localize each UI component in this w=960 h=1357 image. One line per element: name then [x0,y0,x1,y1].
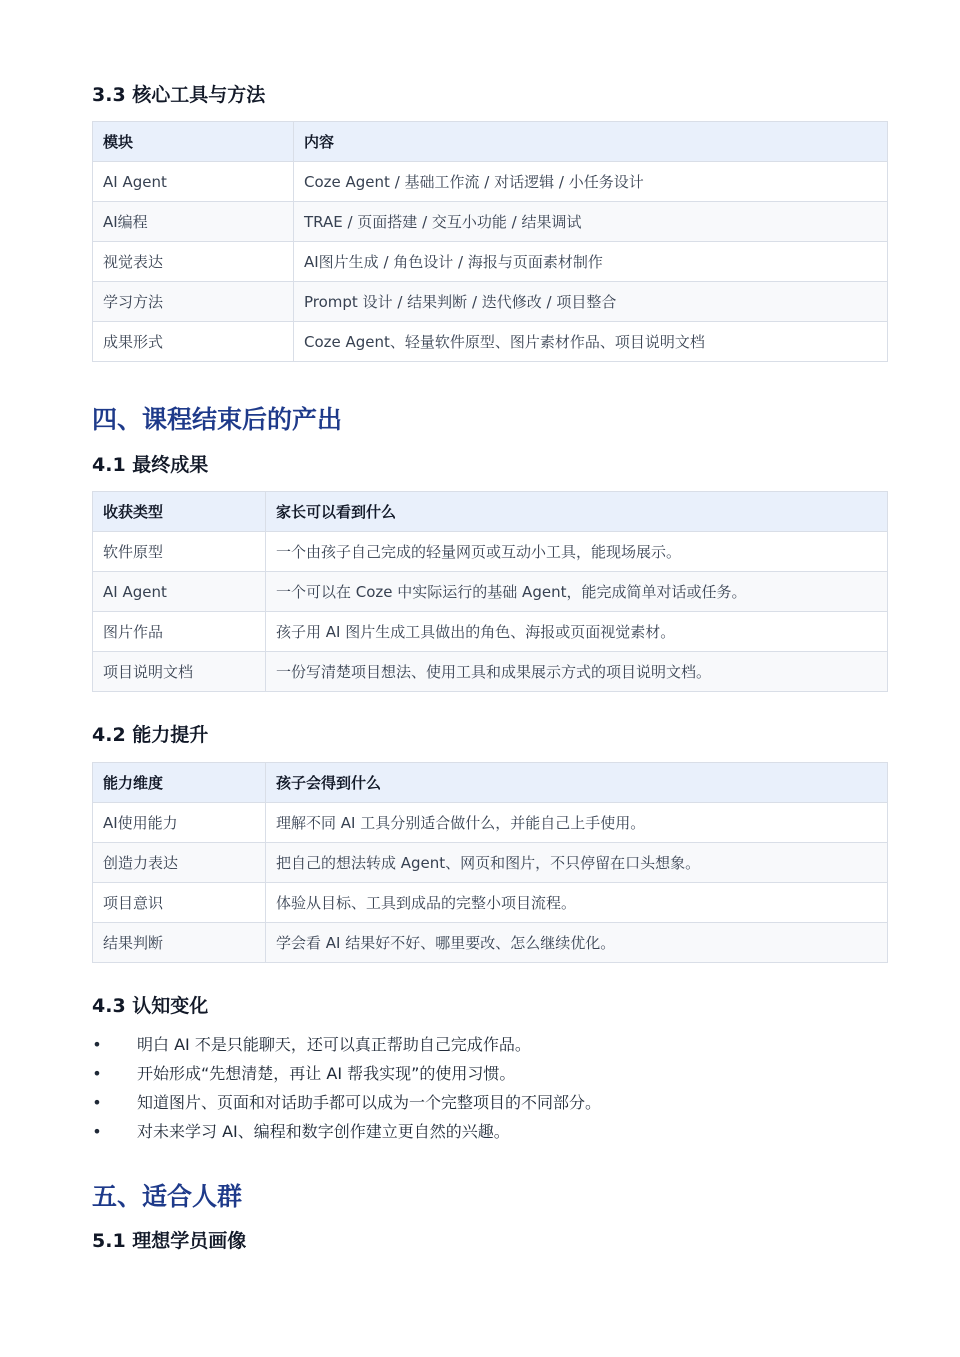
list-item-text: 对未来学习 AI、编程和数字创作建立更自然的兴趣。 [137,1122,510,1141]
table-cell-ability-dimension: 项目意识 [93,883,266,923]
table-row [93,162,888,202]
table-header-row [93,122,888,162]
table-cell-parent-view: 一份写清楚项目想法、使用工具和成果展示方式的项目说明文档。 [266,652,888,692]
table-header-row [93,492,888,532]
table-cell-module: 视觉表达 [93,242,294,282]
column-header-module: 模块 [93,122,294,162]
ability-improvement-table [92,762,888,963]
section-5-title: 五、适合人群 [92,1182,243,1211]
section-4-2-title: 4.2 能力提升 [92,724,209,746]
column-header-outcome-type: 收获类型 [93,492,266,532]
final-outcomes-table [92,491,888,692]
table-row [93,923,888,963]
table-cell-child-gain: 把自己的想法转成 Agent、网页和图片，不只停留在口头想象。 [266,843,888,883]
table-cell-content: Prompt 设计 / 结果判断 / 迭代修改 / 项目整合 [294,282,888,322]
table-cell-module: 学习方法 [93,282,294,322]
table-cell-parent-view: 一个可以在 Coze 中实际运行的基础 Agent，能完成简单对话或任务。 [266,572,888,612]
table-row [93,843,888,883]
table-cell-parent-view: 一个由孩子自己完成的轻量网页或互动小工具，能现场展示。 [266,532,888,572]
table-row [93,612,888,652]
bullet-icon: • [92,1035,102,1054]
list-item-text: 明白 AI 不是只能聊天，还可以真正帮助自己完成作品。 [137,1035,531,1054]
section-4-1-title: 4.1 最终成果 [92,454,209,476]
section-3-3-title: 3.3 核心工具与方法 [92,84,266,106]
table-cell-child-gain: 体验从目标、工具到成品的完整小项目流程。 [266,883,888,923]
bullet-icon: • [92,1093,102,1112]
table-row [93,202,888,242]
table-cell-parent-view: 孩子用 AI 图片生成工具做出的角色、海报或页面视觉素材。 [266,612,888,652]
cognitive-change-list [92,1030,601,1146]
table-cell-outcome-type: 软件原型 [93,532,266,572]
table-cell-ability-dimension: 结果判断 [93,923,266,963]
section-5-1-title: 5.1 理想学员画像 [92,1230,247,1252]
table-cell-ability-dimension: AI使用能力 [93,803,266,843]
bullet-icon: • [92,1122,102,1141]
table-cell-ability-dimension: 创造力表达 [93,843,266,883]
list-item [92,1059,601,1088]
section-4-title: 四、课程结束后的产出 [92,405,343,434]
list-item [92,1030,601,1059]
list-item-text: 开始形成“先想清楚，再让 AI 帮我实现”的使用习惯。 [137,1064,516,1083]
table-row [93,282,888,322]
column-header-ability-dimension: 能力维度 [93,763,266,803]
table-cell-content: Coze Agent / 基础工作流 / 对话逻辑 / 小任务设计 [294,162,888,202]
table-row [93,572,888,612]
column-header-content: 内容 [294,122,888,162]
column-header-child-gain: 孩子会得到什么 [266,763,888,803]
table-row [93,242,888,282]
column-header-parent-view: 家长可以看到什么 [266,492,888,532]
table-cell-outcome-type: 图片作品 [93,612,266,652]
table-cell-module: AI编程 [93,202,294,242]
table-row [93,883,888,923]
table-cell-child-gain: 理解不同 AI 工具分别适合做什么，并能自己上手使用。 [266,803,888,843]
table-cell-child-gain: 学会看 AI 结果好不好、哪里要改、怎么继续优化。 [266,923,888,963]
table-cell-module: 成果形式 [93,322,294,362]
table-cell-content: TRAE / 页面搭建 / 交互小功能 / 结果调试 [294,202,888,242]
table-row [93,803,888,843]
table-cell-outcome-type: 项目说明文档 [93,652,266,692]
core-tools-table [92,121,888,362]
section-4-3-title: 4.3 认知变化 [92,995,209,1017]
table-cell-module: AI Agent [93,162,294,202]
table-cell-content: Coze Agent、轻量软件原型、图片素材作品、项目说明文档 [294,322,888,362]
table-row [93,322,888,362]
table-row [93,652,888,692]
list-item-text: 知道图片、页面和对话助手都可以成为一个完整项目的不同部分。 [137,1093,602,1112]
table-cell-content: AI图片生成 / 角色设计 / 海报与页面素材制作 [294,242,888,282]
list-item [92,1117,601,1146]
bullet-icon: • [92,1064,102,1083]
table-cell-outcome-type: AI Agent [93,572,266,612]
table-row [93,532,888,572]
table-header-row [93,763,888,803]
list-item [92,1088,601,1117]
